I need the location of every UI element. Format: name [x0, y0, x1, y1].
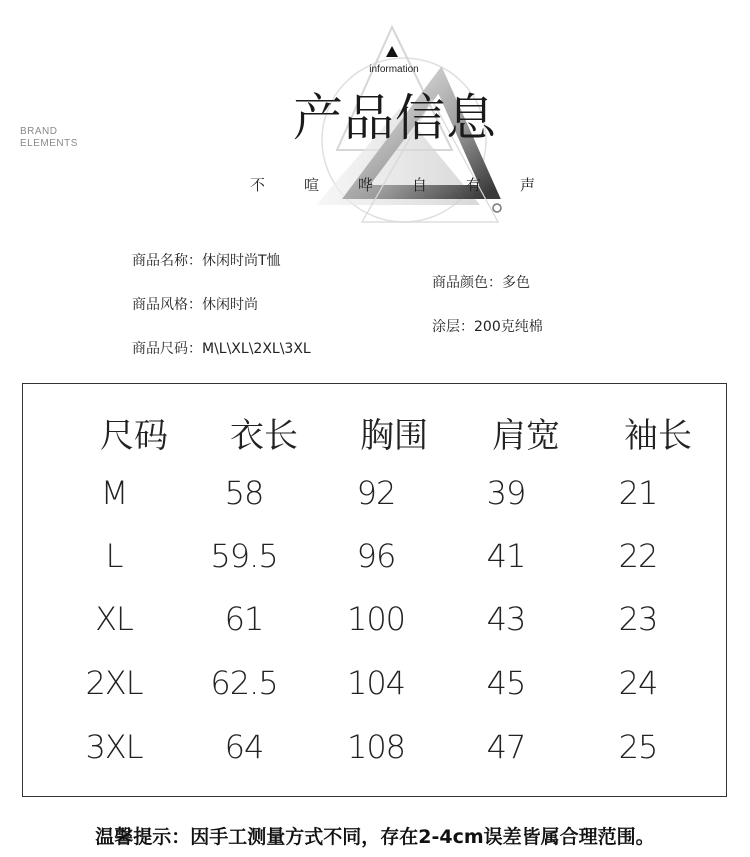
table-cell: 24 — [618, 664, 658, 702]
deco-small-arrow — [386, 46, 398, 57]
table-header-length: 衣长 — [230, 416, 298, 456]
attr-product-size: 商品尺码：M\L\XL\2XL\3XL — [132, 341, 311, 357]
table-cell: M — [100, 474, 128, 512]
table-cell: 62.5 — [210, 664, 278, 702]
table-cell: 100 — [346, 600, 406, 638]
table-cell: 64 — [224, 728, 264, 766]
table-header-size: 尺码 — [100, 416, 168, 456]
subtitle-char: 哗 — [358, 176, 374, 194]
table-cell: 25 — [618, 728, 658, 766]
table-cell: 45 — [486, 664, 526, 702]
page-title: 产品信息 — [293, 89, 497, 147]
deco-dot — [493, 204, 501, 212]
table-cell: 61 — [224, 600, 264, 638]
table-cell: 3XL — [85, 728, 143, 766]
table-cell: 96 — [356, 537, 396, 575]
attr-product-style: 商品风格：休闲时尚 — [132, 297, 258, 313]
table-header-shoulder: 肩宽 — [492, 416, 560, 456]
table-cell: 2XL — [85, 664, 143, 702]
subtitle-char: 有 — [466, 176, 482, 194]
brand-line-1: BRAND — [20, 126, 58, 137]
table-cell: 47 — [486, 728, 526, 766]
information-label: information — [369, 64, 419, 75]
table-header-chest: 胸围 — [360, 416, 428, 456]
attr-product-name: 商品名称：休闲时尚T恤 — [132, 253, 281, 269]
measurement-note: 温馨提示：因手工测量方式不同，存在2-4cm误差皆属合理范围。 — [95, 826, 655, 848]
table-cell: 59.5 — [210, 537, 278, 575]
subtitle-char: 自 — [412, 176, 428, 194]
table-cell: 22 — [618, 537, 658, 575]
table-cell: L — [105, 537, 123, 575]
table-cell: 43 — [486, 600, 526, 638]
table-header-sleeve: 袖长 — [624, 416, 692, 456]
table-cell: 41 — [486, 537, 526, 575]
table-cell: 23 — [618, 600, 658, 638]
size-table — [22, 383, 727, 797]
table-cell: 58 — [224, 474, 264, 512]
brand-line-2: ELEMENTS — [20, 138, 78, 149]
attr-product-color: 商品颜色：多色 — [432, 275, 530, 291]
table-cell: 39 — [486, 474, 526, 512]
subtitle-char: 喧 — [304, 176, 320, 194]
table-cell: 108 — [346, 728, 406, 766]
table-cell: 92 — [356, 474, 396, 512]
table-cell: 21 — [618, 474, 658, 512]
subtitle-char: 不 — [250, 176, 266, 194]
subtitle-char: 声 — [520, 176, 536, 194]
table-cell: 104 — [346, 664, 406, 702]
attr-product-coating: 涂层：200克纯棉 — [432, 319, 543, 335]
table-cell: XL — [95, 600, 133, 638]
